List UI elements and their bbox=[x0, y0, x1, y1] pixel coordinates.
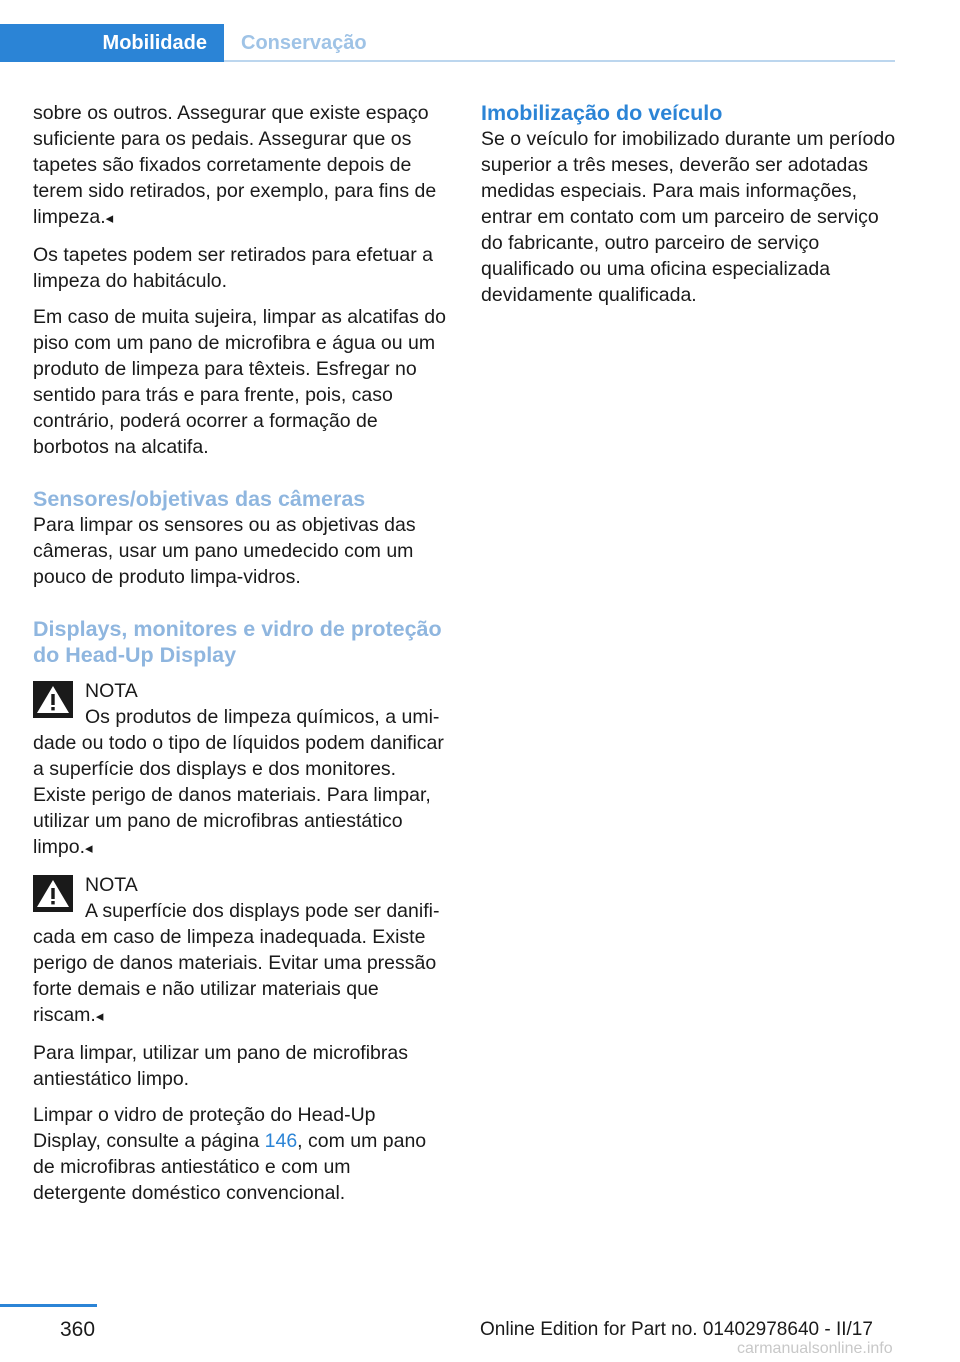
section-heading-displays: Displays, monitores e vidro de proteção do Head-Up Display bbox=[33, 617, 442, 667]
warning-note bbox=[33, 872, 448, 1030]
note-title: NOTA bbox=[85, 874, 138, 896]
page-reference-link[interactable]: 146 bbox=[264, 1130, 298, 1152]
note-text: cada em caso de limpeza inadequada. Existe perigo de danos materiais. Evitar uma pressão forte demais e não utilizar materiais que riscam. bbox=[33, 926, 437, 1026]
paragraph: Se o veículo for imobilizado durante um período superior a três meses, deverão ser adotadas medidas especiais. Para mais informações, entrar em contato com um parceiro de serviço do fabricante, outro parceiro de serviço qualificado ou uma oficina especializada devidamente qualificada. bbox=[481, 128, 896, 306]
section-heading-sensors: Sensores/objetivas das câmeras bbox=[33, 487, 366, 511]
edition-footer: Online Edition for Part no. 01402978640 - II/17 bbox=[480, 1319, 873, 1340]
paragraph-text: sobre os outros. Assegurar que existe espaço suficiente para os pedais. Assegurar que os tapetes são fixados corretamente depois de terem sido retirados, por exemplo, para fins de limpeza. bbox=[33, 102, 437, 228]
paragraph-text: , com um pano de microfibras antiestático e com um detergente doméstico convencional. bbox=[33, 1130, 427, 1204]
warning-note bbox=[33, 678, 448, 862]
footer-rule bbox=[0, 1304, 97, 1307]
paragraph: Para limpar, utilizar um pano de microfibras antiestático limpo. bbox=[33, 1042, 408, 1090]
end-mark: ◂ bbox=[105, 210, 114, 227]
right-column bbox=[481, 100, 896, 318]
paragraph: Os tapetes podem ser retirados para efetuar a limpeza do habitáculo. bbox=[33, 244, 433, 292]
note-text: Os produtos de limpeza químicos, a umi- bbox=[85, 706, 440, 728]
page-number: 360 bbox=[60, 1318, 96, 1341]
note-text: A superfície dos displays pode ser danifi- bbox=[85, 900, 440, 922]
section-heading-immobilization: Imobilização do veículo bbox=[481, 101, 723, 125]
tab-conservacao[interactable]: Conservação bbox=[241, 31, 367, 54]
tab-mobilidade[interactable]: Mobilidade bbox=[0, 24, 224, 62]
warning-triangle-icon bbox=[33, 875, 73, 912]
note-text: dade ou todo o tipo de líquidos podem danificar a superfície dos displays e dos monitores. Existe perigo de danos materiais. Para limpar, utilizar um pano de microfibras antiestático limpo. bbox=[33, 732, 444, 858]
note-title: NOTA bbox=[85, 680, 138, 702]
paragraph bbox=[33, 1102, 448, 1206]
warning-triangle-icon bbox=[33, 681, 73, 718]
paragraph: Em caso de muita sujeira, limpar as alcatifas do piso com um pano de microfibra e água ou um produto de limpeza para têxteis. Esfregar no sentido para trás e para frente, pois, caso contrário, poderá ocorrer a formação de borbotos na alcatifa. bbox=[33, 306, 446, 458]
paragraph: Para limpar os sensores ou as objetivas das câmeras, usar um pano umedecido com um pouco de produto limpa-vidros. bbox=[33, 514, 416, 588]
end-mark: ◂ bbox=[95, 1008, 104, 1025]
header-bar bbox=[0, 0, 895, 62]
end-mark: ◂ bbox=[85, 840, 93, 857]
paragraph-text: Limpar o vidro de proteção do Head-Up Display, consulte a página bbox=[33, 1104, 376, 1152]
paragraph bbox=[33, 100, 448, 232]
watermark: carmanualsonline.info bbox=[737, 1340, 893, 1357]
left-column bbox=[33, 100, 448, 1216]
header-divider bbox=[224, 60, 895, 62]
